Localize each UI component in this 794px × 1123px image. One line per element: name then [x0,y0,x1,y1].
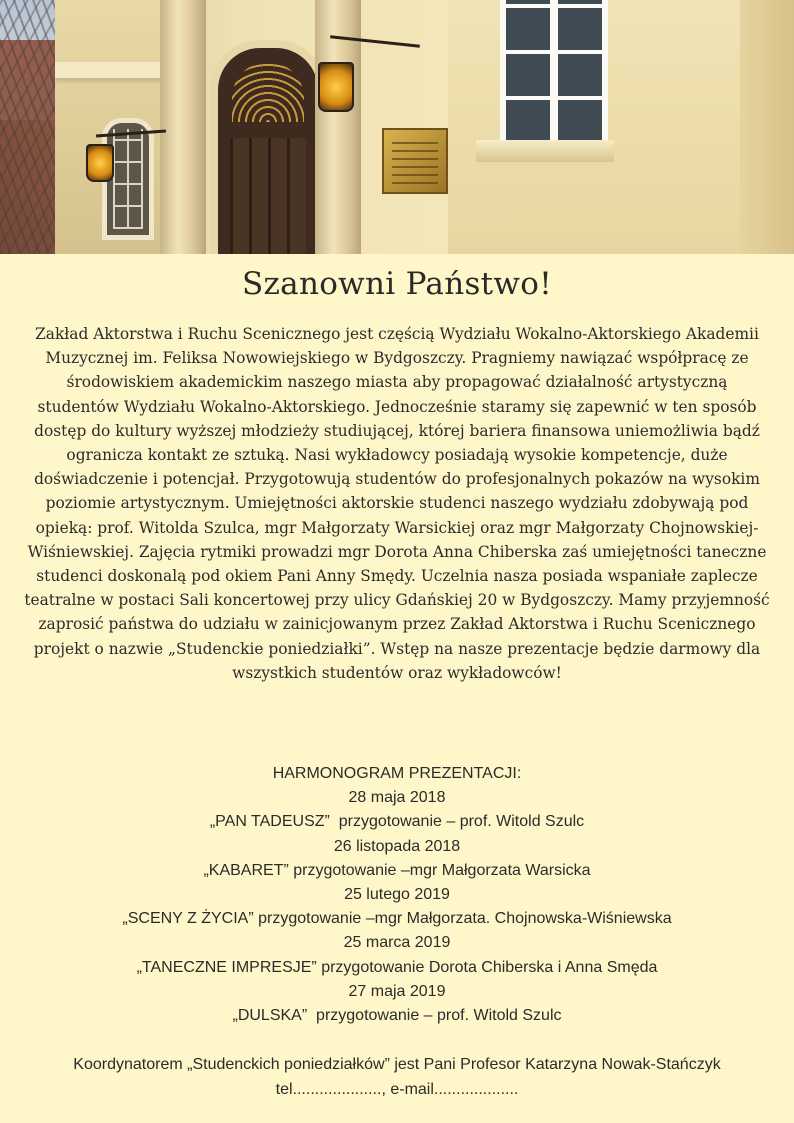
event-date: 25 lutego 2019 [344,886,450,904]
event-description: „KABARET” przygotowanie –mgr Małgorzata Warsicka [203,861,591,879]
tree-branches [0,0,60,254]
page-title: Szanowni Państwo! [242,266,552,302]
footer [0,1052,794,1102]
event-description: „SCENY Z ŻYCIA” przygotowanie –mgr Małgorzata. Chojnowska-Wiśniewska [122,910,672,928]
schedule [0,762,794,1028]
column-left [160,0,206,254]
event-date: 27 maja 2019 [348,982,446,1000]
lantern-icon [318,62,354,112]
event-description: „TANECZNE IMPRESJE” przygotowanie Dorota Chiberska i Anna Smęda [136,958,658,976]
intro-paragraph: Zakład Aktorstwa i Ruchu Scenicznego jest częścią Wydziału Wokalno-Aktorskiego Akademii Muzycznej im. Feliksa Nowowiejskiego w Bydgoszczy. Pragniemy nawiązać współpracę ze środowiskiem akademickim naszego miasta aby propagować działalność artystyczną studentów Wydziału Wokalno-Aktorskiego. Jednocześnie staramy się zapewnić w ten sposób dostęp do kultury wyższej młodzieży studiującej, której bariera finansowa uniemożliwia bądź ogranicza kontakt ze sztuką. Nasi wykładowcy posiadają wysokie kompetencje, duże doświadczenie i potencjał. Przygotowują studentów do profesjonalnych pokazów na wysokim poziomie artystycznym. Umiejętności aktorskie studenci naszego wydziału zdobywają pod opieką: prof. Witolda Szulca, mgr Małgorzaty Warsickiej oraz mgr Małgorzaty Chojnowskiej-Wiśniewskiej. Zajęcia rytmiki prowadzi mgr Dorota Anna Chiberska zaś umiejętności taneczne studenci doskonalą pod okiem Pani Anny Smędy. Uczelnia nasza posiada wspaniałe zaplecze teatralne w postaci Sali koncertowej przy ulicy Gdańskiej 20 w Bydgoszczy. Mamy przyjemność zaprosić państwa do udziału w zainicjowanym przez Zakład Aktorstwa i Ruchu Scenicznego projekt o nazwie „Studenckie poniedziałki”. Wstęp na nasze prezentacje będzie darmowy dla wszystkich studentów oraz wykładowców! [24,325,770,682]
event-date: 28 maja 2018 [348,789,446,807]
schedule-heading: HARMONOGRAM PREZENTACJI: [272,765,522,782]
header-photo [0,0,794,254]
coordinator-text: Koordynatorem „Studenckich poniedziałków” jest Pani Profesor Katarzyna Nowak-Stańczyk [73,1056,721,1073]
building-plaque-icon [382,128,448,194]
event-date: 25 marca 2019 [343,934,451,952]
event-description: „PAN TADEUSZ” przygotowanie – prof. Witold Szulc [209,813,585,831]
event-date: 26 listopada 2018 [333,837,461,855]
contact-line: tel...................., e-mail................... [275,1081,519,1098]
event-description: „DULSKA” przygotowanie – prof. Witold Szulc [232,1007,562,1025]
entrance-door [210,40,326,254]
window [500,0,608,152]
lantern-icon [86,144,114,182]
